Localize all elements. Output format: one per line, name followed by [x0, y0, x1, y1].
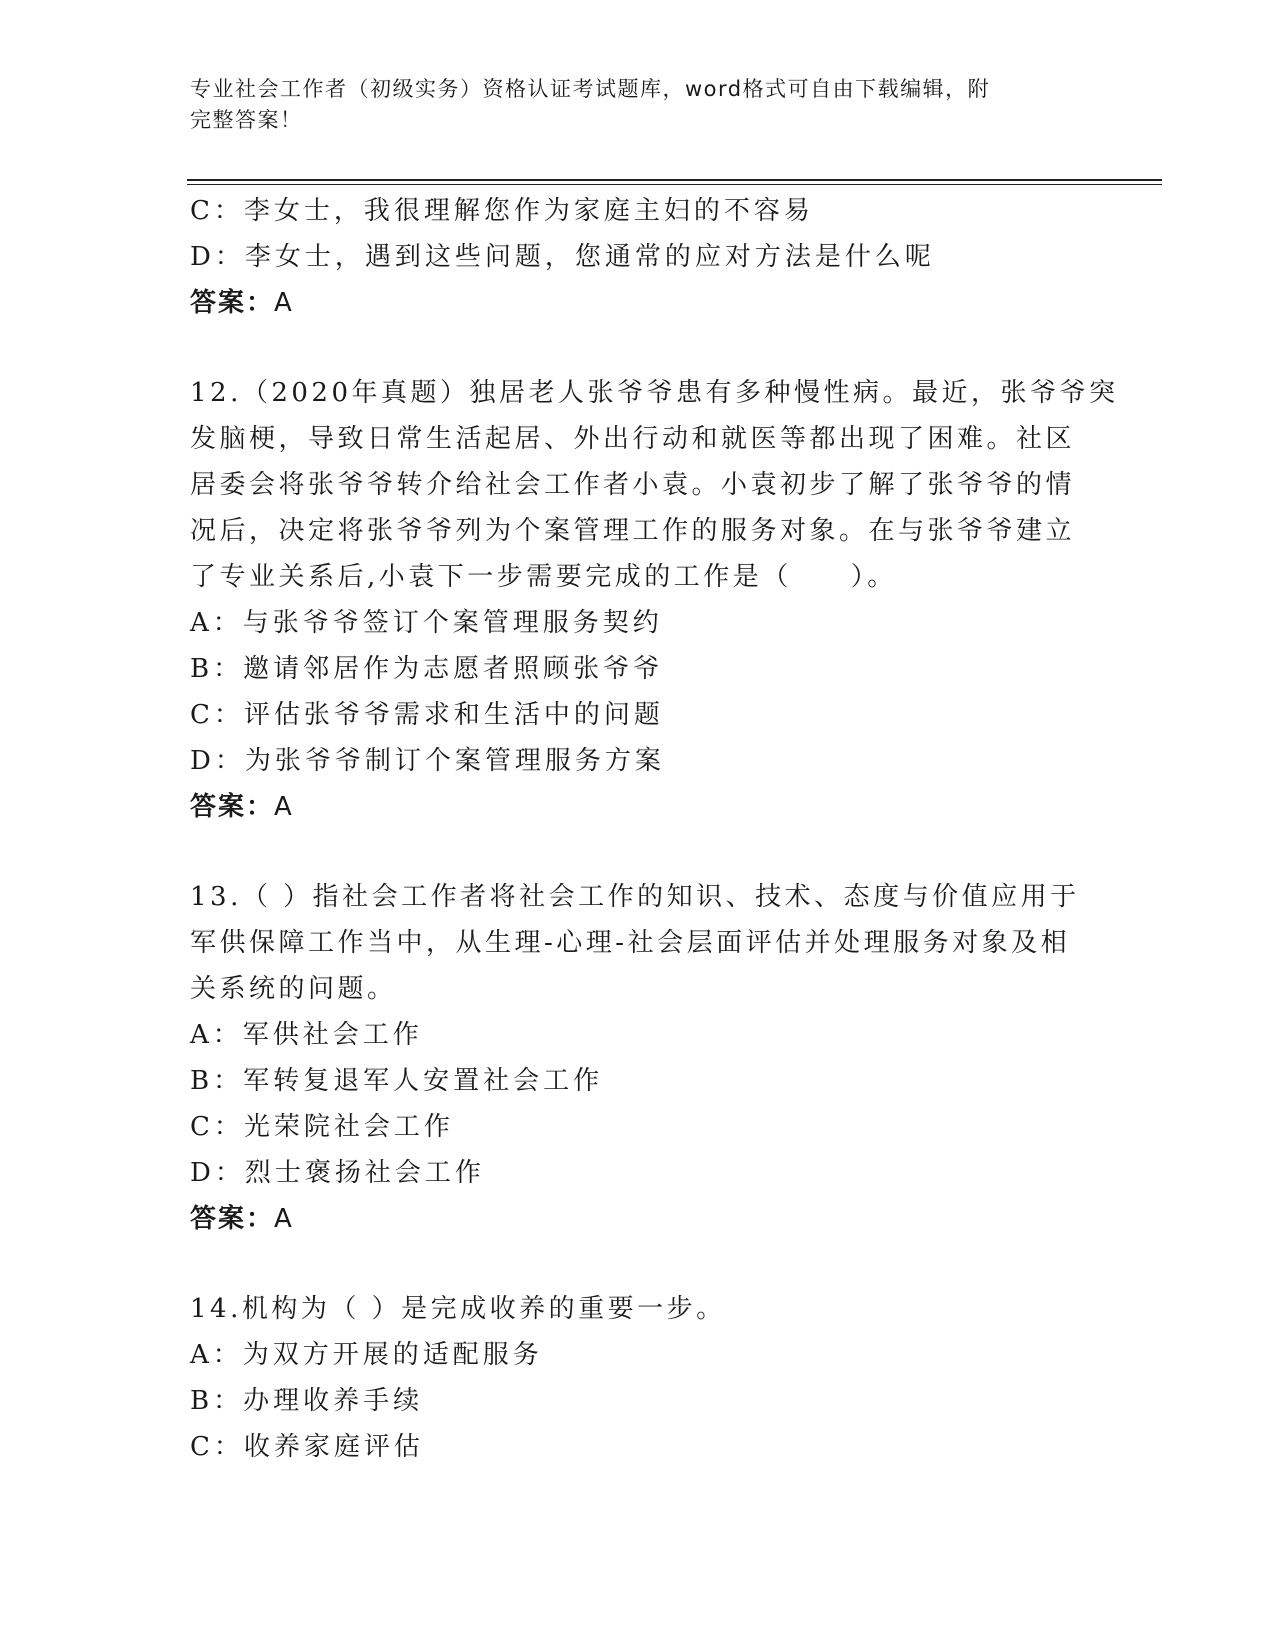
answer-label: 答案：: [190, 1204, 275, 1234]
option-d: D：为张爷爷制订个案管理服务方案: [190, 746, 665, 776]
document-header: [190, 74, 1090, 136]
option-c: C：光荣院社会工作: [190, 1112, 454, 1142]
stem-line: 14.机构为（ ）是完成收养的重要一步。: [190, 1294, 726, 1324]
question-content: [190, 188, 1119, 1470]
question-12: [190, 370, 1119, 830]
option-c: C：收养家庭评估: [190, 1432, 424, 1462]
answer-value: A: [274, 792, 296, 822]
question-13: [190, 874, 1090, 1242]
answer-row: [190, 784, 1090, 830]
header-divider-thick: [187, 179, 1162, 181]
stem-line: 12.（2020年真题）独居老人张爷爷患有多种慢性病。最近，张爷爷突: [190, 378, 1119, 408]
option-b: B：邀请邻居作为志愿者照顾张爷爷: [190, 654, 664, 684]
header-line-2: 完整答案！: [190, 108, 303, 132]
answer-value: A: [274, 288, 296, 318]
option-c: C：李女士，我很理解您作为家庭主妇的不容易: [190, 196, 814, 226]
stem-line: 居委会将张爷爷转介给社会工作者小袁。小袁初步了解了张爷爷的情: [190, 470, 1076, 500]
option-d: D：烈士褒扬社会工作: [190, 1158, 485, 1188]
header-divider-thin: [187, 184, 1162, 185]
stem-line: 关系统的问题。: [190, 974, 397, 1004]
answer-value: A: [274, 1204, 296, 1234]
question-11-continued: [190, 188, 1090, 326]
option-d: D：李女士，遇到这些问题，您通常的应对方法是什么呢: [190, 242, 935, 272]
answer-label: 答案：: [190, 288, 275, 318]
question-stem: [190, 1286, 1090, 1332]
stem-line: 况后，决定将张爷爷列为个案管理工作的服务对象。在与张爷爷建立: [190, 516, 1076, 546]
option-b: B：军转复退军人安置社会工作: [190, 1066, 604, 1096]
question-stem: [190, 874, 1090, 1012]
answer-row: [190, 280, 1090, 326]
answer-label: 答案：: [190, 792, 275, 822]
option-a: A：军供社会工作: [190, 1020, 423, 1050]
stem-line: 发脑梗，导致日常生活起居、外出行动和就医等都出现了困难。社区: [190, 424, 1076, 454]
option-a: A：为双方开展的适配服务: [190, 1340, 543, 1370]
option-b: B：办理收养手续: [190, 1386, 424, 1416]
question-14: [190, 1286, 1090, 1470]
option-a: A：与张爷爷签订个案管理服务契约: [190, 608, 663, 638]
answer-row: [190, 1196, 1090, 1242]
option-c: C：评估张爷爷需求和生活中的问题: [190, 700, 664, 730]
stem-line: 了专业关系后,小袁下一步需要完成的工作是（ ）。: [190, 562, 897, 592]
header-line-1: 专业社会工作者（初级实务）资格认证考试题库，word格式可自由下载编辑，附: [190, 77, 991, 101]
stem-line: 军供保障工作当中，从生理-心理-社会层面评估并处理服务对象及相: [190, 928, 1071, 958]
question-stem: [190, 370, 1119, 600]
stem-line: 13.（ ）指社会工作者将社会工作的知识、技术、态度与价值应用于: [190, 882, 1080, 912]
